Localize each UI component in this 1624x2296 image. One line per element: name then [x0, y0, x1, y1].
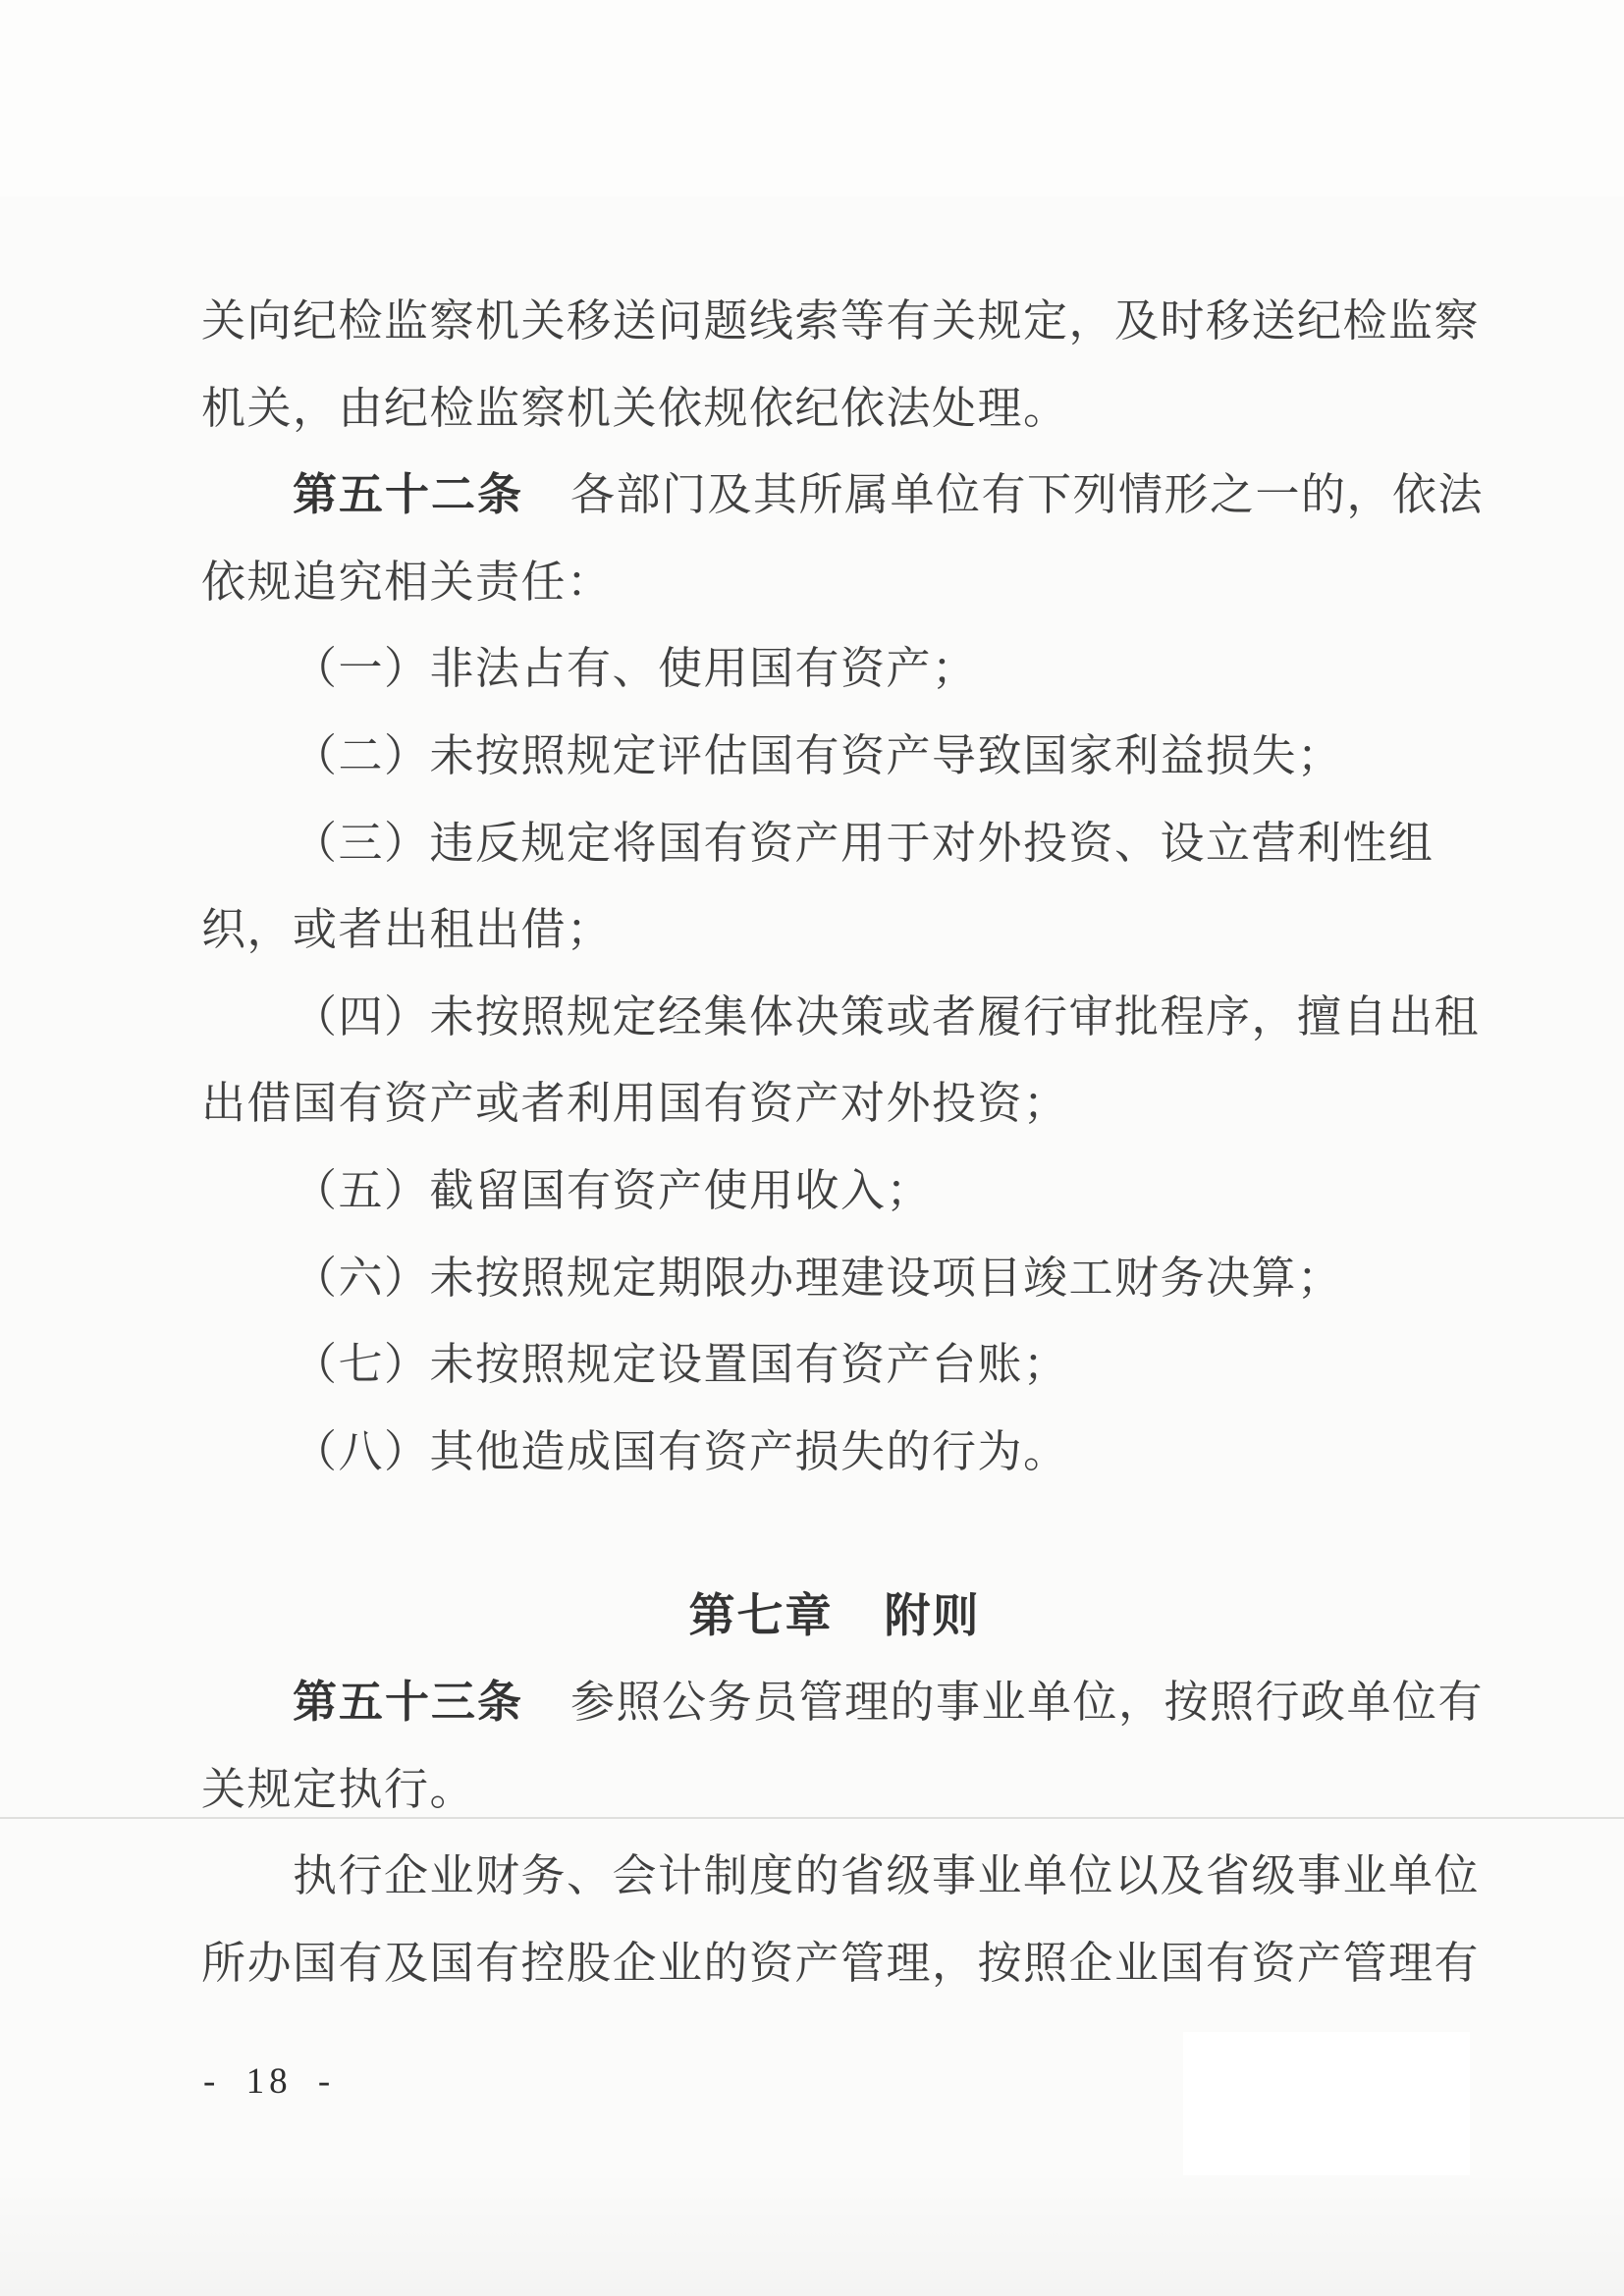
article-number: 第五十二条 [293, 470, 524, 520]
text-line [293, 1148, 1468, 1235]
text-line [201, 1746, 1468, 1834]
text-line [293, 452, 1485, 539]
line-text: 织，或者出租出借； [201, 905, 613, 955]
line-text: （三）违反规定将国有资产用于对外投资、设立营利性组 [293, 818, 1435, 868]
text-line [201, 539, 1468, 626]
text-line [293, 1235, 1468, 1322]
line-text: （四）未按照规定经集体决策或者履行审批程序，擅自出租 [293, 991, 1481, 1041]
text-line [293, 1833, 1481, 1920]
scan-fold-line [0, 1817, 1624, 1819]
page-number: - 18 - [203, 2061, 336, 2102]
scan-artifact-patch [1183, 2032, 1470, 2175]
text-line [201, 1060, 1468, 1148]
line-text: 依规追究相关责任： [201, 557, 613, 607]
closing-text-block [201, 1659, 1485, 2006]
text-line [293, 713, 1468, 800]
line-text: （七）未按照规定设置国有资产台账； [293, 1340, 1069, 1390]
line-text: 执行企业财务、会计制度的省级事业单位以及省级事业单位 [293, 1851, 1481, 1901]
line-text: （二）未按照规定评估国有资产导致国家利益损失； [293, 730, 1343, 780]
text-line [293, 1659, 1485, 1746]
text-line [201, 278, 1481, 365]
text-line [293, 1321, 1468, 1409]
line-text: （六）未按照规定期限办理建设项目竣工财务决算； [293, 1253, 1343, 1303]
text-line [201, 886, 1468, 974]
text-line [293, 625, 1468, 713]
scan-bottom-shading [0, 2168, 1624, 2296]
text-line [293, 974, 1481, 1061]
line-text: 各部门及其所属单位有下列情形之一的，依法 [570, 470, 1485, 520]
chapter-number: 第七章 [688, 1591, 834, 1642]
line-text: 所办国有及国有控股企业的资产管理，按照企业国有资产管理有 [201, 1938, 1481, 1988]
chapter-heading [201, 1577, 1468, 1656]
line-text: 参照公务员管理的事业单位，按照行政单位有 [570, 1678, 1485, 1727]
text-line [201, 365, 1468, 453]
text-line [293, 1409, 1468, 1496]
line-text: 机关，由纪检监察机关依规依纪依法处理。 [201, 383, 1069, 433]
chapter-title: 附则 [884, 1591, 981, 1642]
line-text: （一）非法占有、使用国有资产； [293, 644, 978, 694]
line-text: （五）截留国有资产使用收入； [293, 1165, 933, 1215]
text-line [293, 800, 1468, 887]
scan-top-region [0, 0, 1624, 196]
body-text-block [201, 278, 1485, 1495]
line-text: （八）其他造成国有资产损失的行为。 [293, 1426, 1069, 1476]
line-text: 关规定执行。 [201, 1764, 476, 1814]
text-line [201, 1920, 1481, 2007]
line-text: 关向纪检监察机关移送问题线索等有关规定，及时移送纪检监察 [201, 296, 1481, 346]
line-text: 出借国有资产或者利用国有资产对外投资； [201, 1079, 1069, 1129]
article-number: 第五十三条 [293, 1678, 524, 1727]
